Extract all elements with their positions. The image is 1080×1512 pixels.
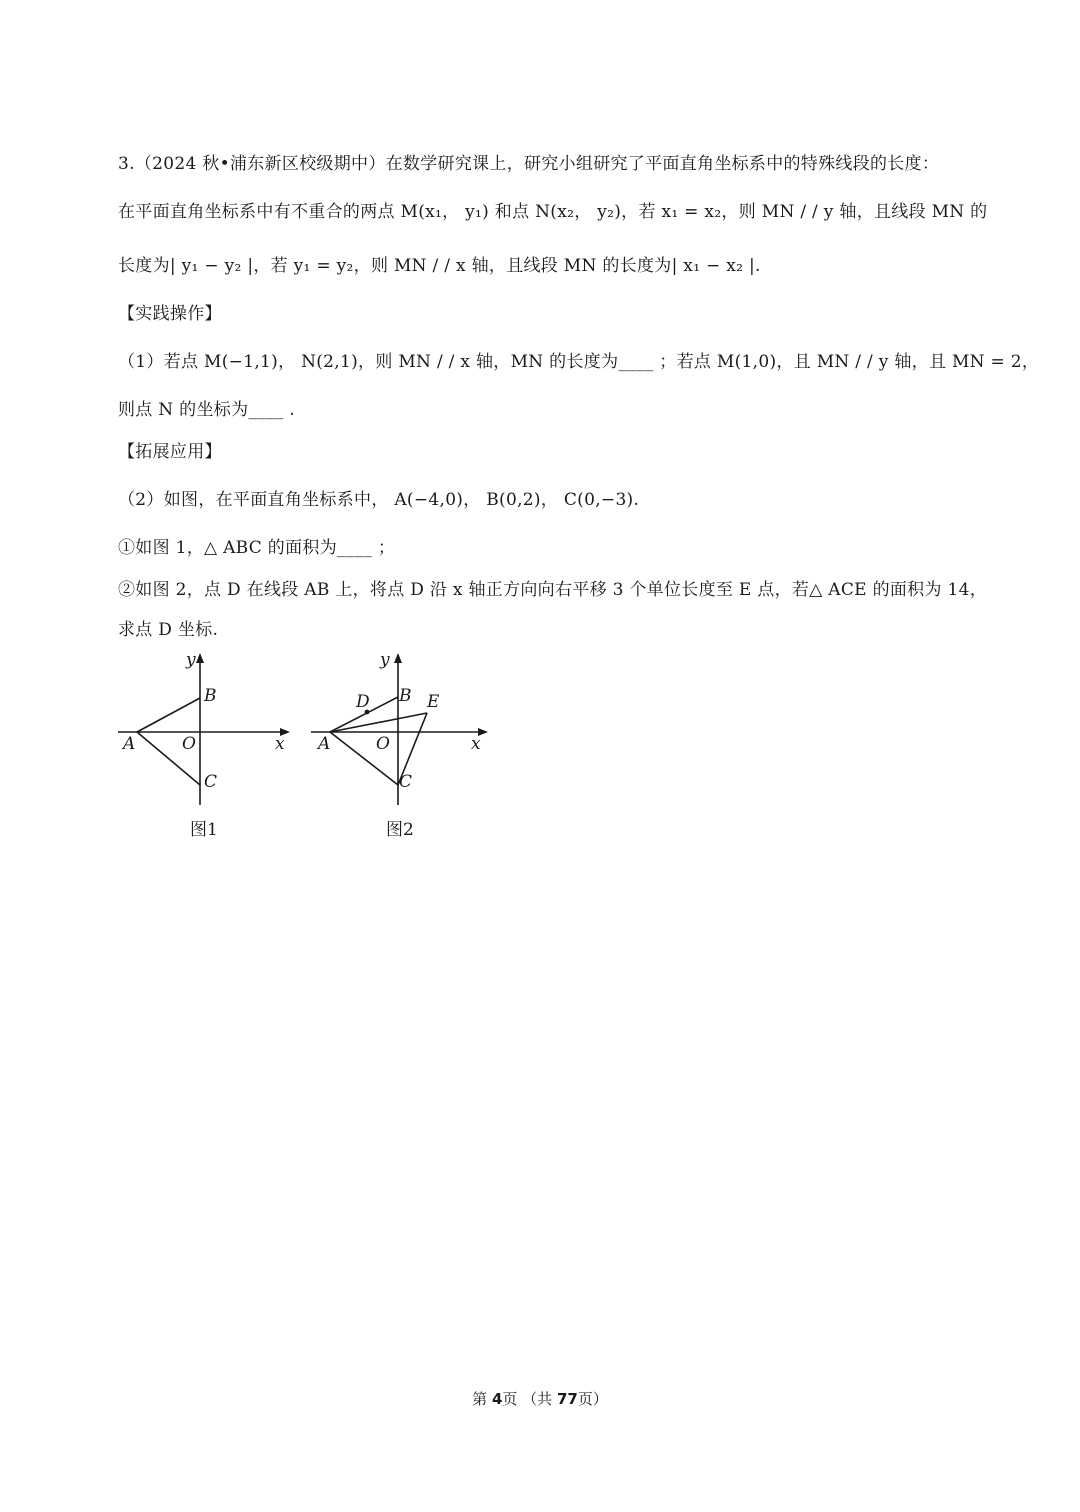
subquestion-2-line-1: ②如图 2，点 D 在线段 AB 上，将点 D 沿 x 轴正方向向右平移 3 个单位长度至 E 点，若△ ACE 的面积为 14，: [118, 580, 988, 600]
question-line-3: 长度为| y₁ − y₂ |，若 y₁ = y₂，则 MN / / x 轴，且线段 MN 的长度为| x₁ − x₂ |.: [118, 256, 761, 276]
label-e: E: [427, 692, 440, 712]
subquestion-2-line-2: 求点 D 坐标.: [118, 620, 219, 640]
question-line-2: 在平面直角坐标系中有不重合的两点 M(x₁， y₁) 和点 N(x₂， y₂)，若 x₁ = x₂，则 MN / / y 轴，且线段 MN 的: [118, 202, 988, 222]
label-o: O: [182, 734, 196, 754]
part1-line-1: （1）若点 M(−1,1)， N(2,1)，则 MN / / x 轴，MN 的长度为____ ；若点 M(1,0)，且 MN / / y 轴，且 MN = 2，: [118, 352, 1040, 372]
segment-ab: [137, 698, 200, 732]
y-axis-arrow: [196, 653, 204, 663]
label-d: D: [356, 692, 370, 712]
section-extension-heading: 【拓展应用】: [118, 442, 222, 462]
figure-2-caption: 图2: [386, 820, 414, 840]
label-x: x: [471, 734, 481, 754]
part2-line-1: （2）如图，在平面直角坐标系中， A(−4,0)， B(0,2)， C(0,−3).: [118, 490, 640, 510]
footer-total-pages: 77: [556, 1390, 578, 1408]
figure-2-diagram: [303, 645, 498, 810]
label-a: A: [123, 734, 136, 754]
footer-prefix: 第: [472, 1390, 492, 1408]
footer-suffix: 页）: [577, 1390, 608, 1408]
figure-1-caption: 图1: [190, 820, 218, 840]
label-c: C: [204, 772, 218, 792]
y-axis-arrow: [394, 653, 402, 663]
figure-1: [110, 645, 300, 810]
footer-page-number: 4: [491, 1390, 503, 1408]
label-b: B: [204, 686, 217, 706]
page-footer: [0, 1388, 1080, 1409]
part1-line-2: 则点 N 的坐标为____ .: [118, 400, 295, 420]
label-y: y: [186, 650, 196, 670]
label-a: A: [318, 734, 331, 754]
label-b: B: [399, 686, 412, 706]
subquestion-1: ①如图 1，△ ABC 的面积为____ ；: [118, 538, 396, 558]
label-o: O: [376, 734, 390, 754]
segment-ae: [330, 713, 427, 732]
label-y: y: [380, 650, 390, 670]
section-practice-heading: 【实践操作】: [118, 304, 222, 324]
label-c: C: [399, 772, 413, 792]
figure-2: [303, 645, 498, 810]
label-x: x: [275, 734, 285, 754]
question-line-1: 3.（2024 秋•浦东新区校级期中）在数学研究课上，研究小组研究了平面直角坐标系中的特殊线段的长度：: [118, 154, 940, 174]
figure-1-diagram: [110, 645, 300, 810]
footer-middle: 页 （共: [502, 1390, 557, 1408]
